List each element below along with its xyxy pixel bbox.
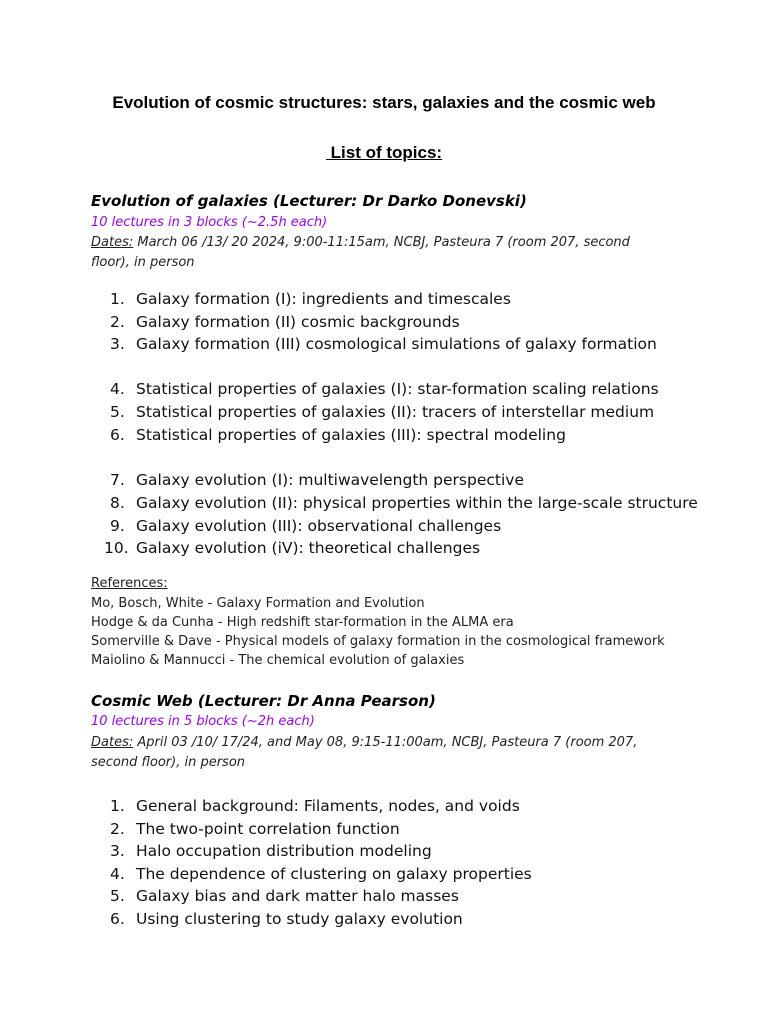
list-text: Galaxy evolution (II): physical properties within the large-scale structure xyxy=(136,494,698,512)
list-text: The dependence of clustering on galaxy properties xyxy=(136,865,532,883)
references-heading: References: xyxy=(91,576,168,591)
list-text: Statistical properties of galaxies (II): tracers of interstellar medium xyxy=(136,403,655,421)
list-number: 2. xyxy=(110,820,125,838)
list-item xyxy=(110,380,659,398)
list-number: 1. xyxy=(110,290,125,308)
list-number: 8. xyxy=(110,494,125,512)
list-item xyxy=(110,313,460,331)
list-item xyxy=(110,335,657,353)
list-number: 4. xyxy=(110,380,125,398)
list-number: 5. xyxy=(110,887,125,905)
list-text: Galaxy formation (III) cosmological simulations of galaxy formation xyxy=(136,335,657,353)
dates-text: March 06 /13/ 20 2024, 9:00-11:15am, NCBJ, Pasteura 7 (room 207, second floor), in person xyxy=(91,235,630,270)
list-item xyxy=(110,290,511,308)
list-item xyxy=(110,403,654,421)
topics-heading: List of topics: xyxy=(325,143,443,162)
section-title-cosmic-web: Cosmic Web (Lecturer: Dr Anna Pearson) xyxy=(91,692,436,710)
list-text: Galaxy bias and dark matter halo masses xyxy=(136,887,459,905)
dates-label: Dates: xyxy=(91,235,134,250)
reference-item: Somerville & Dave - Physical models of galaxy formation in the cosmological framework xyxy=(91,634,665,649)
list-text: Using clustering to study galaxy evolution xyxy=(136,910,463,928)
section-title-galaxies: Evolution of galaxies (Lecturer: Dr Darko Donevski) xyxy=(91,192,527,210)
list-text: Galaxy formation (I): ingredients and timescales xyxy=(136,290,511,308)
list-item xyxy=(110,426,566,444)
list-number: 6. xyxy=(110,426,125,444)
dates-galaxies xyxy=(91,233,671,273)
list-item xyxy=(110,471,524,489)
list-item xyxy=(110,797,520,815)
list-item xyxy=(110,494,698,512)
list-text: Galaxy evolution (iV): theoretical challenges xyxy=(136,539,481,557)
list-item xyxy=(110,887,459,905)
list-text: The two-point correlation function xyxy=(136,820,400,838)
list-item xyxy=(110,517,501,535)
list-text: Statistical properties of galaxies (III): spectral modeling xyxy=(136,426,566,444)
list-item xyxy=(110,842,432,860)
dates-label: Dates: xyxy=(91,735,134,750)
dates-text: April 03 /10/ 17/24, and May 08, 9:15-11:00am, NCBJ, Pasteura 7 (room 207, second floor), in person xyxy=(91,735,638,770)
list-text: Galaxy evolution (III): observational challenges xyxy=(136,517,502,535)
reference-item: Mo, Bosch, White - Galaxy Formation and Evolution xyxy=(91,596,425,611)
list-text: Galaxy formation (II) cosmic backgrounds xyxy=(136,313,460,331)
list-number: 5. xyxy=(110,403,125,421)
list-text: General background: Filaments, nodes, and voids xyxy=(136,797,520,815)
list-item xyxy=(110,820,400,838)
list-text: Galaxy evolution (I): multiwavelength perspective xyxy=(136,471,524,489)
list-number: 4. xyxy=(110,865,125,883)
list-item xyxy=(104,539,480,557)
list-number: 2. xyxy=(110,313,125,331)
document-title: Evolution of cosmic structures: stars, galaxies and the cosmic web xyxy=(112,93,656,112)
list-number: 10. xyxy=(104,539,129,557)
lectures-info-galaxies: 10 lectures in 3 blocks (~2.5h each) xyxy=(91,215,328,230)
list-text: Halo occupation distribution modeling xyxy=(136,842,432,860)
list-number: 7. xyxy=(110,471,125,489)
list-text: Statistical properties of galaxies (I): star-formation scaling relations xyxy=(136,380,659,398)
list-number: 6. xyxy=(110,910,125,928)
dates-cosmic-web xyxy=(91,733,671,773)
list-number: 3. xyxy=(110,842,125,860)
reference-item: Maiolino & Mannucci - The chemical evolution of galaxies xyxy=(91,653,465,668)
list-number: 3. xyxy=(110,335,125,353)
list-number: 9. xyxy=(110,517,125,535)
lectures-info-cosmic-web: 10 lectures in 5 blocks (~2h each) xyxy=(91,714,315,729)
reference-item: Hodge & da Cunha - High redshift star-formation in the ALMA era xyxy=(91,615,514,630)
list-item xyxy=(110,910,463,928)
list-item xyxy=(110,865,532,883)
list-number: 1. xyxy=(110,797,125,815)
